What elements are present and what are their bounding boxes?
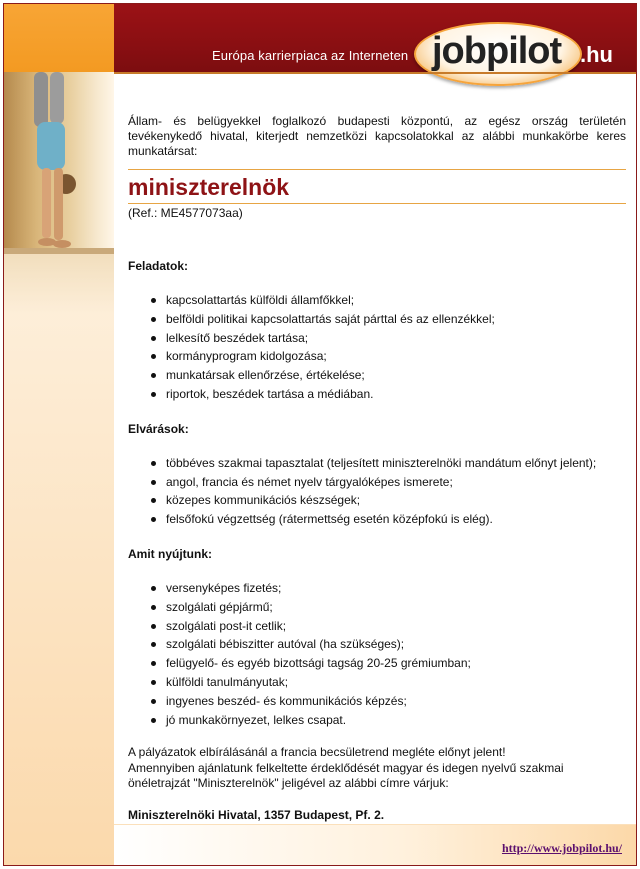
jobpilot-url-link[interactable]: http://www.jobpilot.hu/	[501, 841, 622, 855]
list-item: felügyelő- és egyéb bizottsági tagság 20-25 grémiumban;	[128, 654, 626, 673]
title-rule-bottom	[128, 203, 626, 204]
figure-leg-right	[50, 72, 64, 124]
requirements-heading: Elvárások:	[128, 421, 189, 436]
tasks-heading: Feladatok:	[128, 259, 189, 273]
figure-arm-right	[54, 168, 63, 240]
offer-list	[128, 579, 626, 729]
closing-line-1: A pályázatok elbírálásánál a francia becsületrend megléte előnyt jelent!	[128, 745, 506, 760]
job-title: miniszterelnök	[128, 174, 290, 200]
corner-orange-block	[4, 4, 114, 72]
application-address: Miniszterelnöki Hivatal, 1357 Budapest, Pf. 2.	[128, 807, 385, 822]
closing-text	[128, 745, 626, 792]
tasks-list	[128, 291, 626, 404]
list-item: szolgálati post-it cetlik;	[128, 617, 626, 636]
page-frame	[3, 3, 637, 866]
list-item: munkatársak ellenőrzése, értékelése;	[128, 366, 626, 385]
list-item: riportok, beszédek tartása a médiában.	[128, 385, 626, 404]
list-item: versenyképes fizetés;	[128, 579, 626, 598]
offer-heading: Amit nyújtunk:	[128, 546, 212, 561]
list-item: kormányprogram kidolgozása;	[128, 347, 626, 366]
header-tagline: Európa karrierpiaca az Interneten	[212, 48, 409, 63]
job-reference: (Ref.: ME4577073aa)	[128, 206, 243, 220]
logo-text[interactable]: jobpilot	[432, 30, 562, 72]
logo-domain: .hu	[580, 42, 613, 67]
list-item: külföldi tanulmányutak;	[128, 673, 626, 692]
photo-fade	[4, 254, 114, 314]
header-banner	[114, 4, 637, 72]
header-divider	[114, 72, 637, 74]
handstand-figure-illustration	[4, 72, 114, 254]
handstand-photo	[4, 72, 114, 254]
list-item: közepes kommunikációs készségek;	[128, 491, 626, 510]
job-ad-content	[128, 114, 626, 823]
list-item: jó munkakörnyezet, lelkes csapat.	[128, 711, 626, 730]
list-item: ingyenes beszéd- és kommunikációs képzés;	[128, 692, 626, 711]
figure-arm-left	[42, 168, 51, 238]
list-item: szolgálati bébiszitter autóval (ha szükséges);	[128, 635, 626, 654]
intro-paragraph: Állam- és belügyekkel foglalkozó budapesti központú, az egész ország területén tevékenykedő hivatal, kiterjedt nemzetközi kapcsolatokkal az alábbi munkakörbe keres munkatársat:	[128, 114, 626, 158]
list-item: belföldi politikai kapcsolattartás saját párttal és az ellenzékkel;	[128, 310, 626, 329]
requirements-list	[128, 454, 626, 529]
list-item: többéves szakmai tapasztalat (teljesített miniszterelnöki mandátum előnyt jelent);	[128, 454, 626, 473]
figure-leg-left	[34, 72, 48, 127]
list-item: lelkesítő beszédek tartása;	[128, 329, 626, 348]
figure-hand-right	[53, 240, 71, 248]
title-rule-top	[128, 169, 626, 170]
closing-line-2: Amennyiben ajánlatunk felkeltette érdeklődését magyar és idegen nyelvű szakmai önéletrajzát "Miniszterelnök" jeligével az alábbi címre várjuk:	[128, 760, 564, 791]
list-item: angol, francia és német nyelv tárgyalóképes ismerete;	[128, 473, 626, 492]
figure-shirt	[37, 122, 65, 170]
list-item: szolgálati gépjármű;	[128, 598, 626, 617]
list-item: kapcsolattartás külföldi államfőkkel;	[128, 291, 626, 310]
footer	[114, 825, 637, 865]
list-item: felsőfokú végzettség (rátermettség esetén középfokú is elég).	[128, 510, 626, 529]
